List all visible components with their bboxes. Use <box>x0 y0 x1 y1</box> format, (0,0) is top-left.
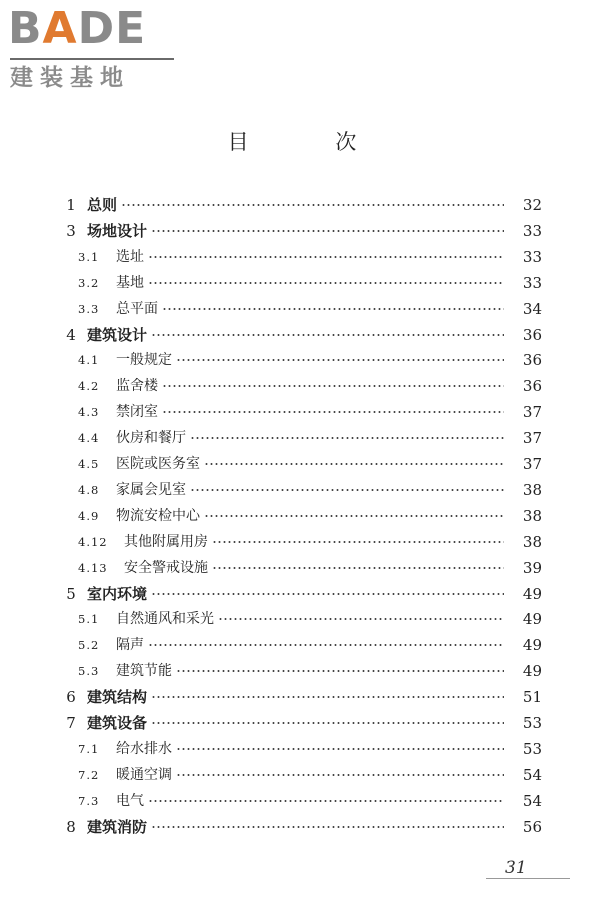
toc-section-entry[interactable] <box>0 606 600 632</box>
toc-entry-title: 伙房和餐厅 <box>116 430 186 447</box>
toc-entry-number: 4.12 <box>78 534 108 549</box>
toc-entry-title: 暖通空调 <box>116 766 172 783</box>
toc-entry-title: 建筑消防 <box>87 817 148 836</box>
toc-entry-number: 1 <box>66 196 76 214</box>
footer-divider <box>486 878 570 879</box>
logo-divider <box>10 58 174 60</box>
toc-section-entry[interactable] <box>0 762 600 788</box>
toc-entry-number: 8 <box>66 817 76 836</box>
toc-section-entry[interactable] <box>0 788 600 814</box>
toc-chapter-entry[interactable] <box>0 684 600 710</box>
toc-entry-page: 36 <box>522 351 542 370</box>
toc-entry-number: 7 <box>66 714 76 732</box>
dot-leader <box>212 567 504 569</box>
dot-leader <box>176 748 504 750</box>
toc-chapter-entry[interactable] <box>0 581 600 607</box>
toc-entry-number: 3 <box>66 221 76 240</box>
toc-entry-page: 51 <box>522 688 542 707</box>
toc-chapter-entry[interactable] <box>0 814 600 840</box>
toc-entry-title: 场地设计 <box>87 221 148 240</box>
toc-section-entry[interactable] <box>0 451 600 477</box>
toc-entry-title: 一般规定 <box>116 352 172 369</box>
bade-logo <box>8 4 178 90</box>
dot-leader <box>190 437 504 439</box>
toc-entry-page: 33 <box>522 221 542 240</box>
toc-entry-page: 33 <box>522 273 542 292</box>
toc-entry-page: 38 <box>522 480 542 499</box>
dot-leader <box>176 359 504 361</box>
toc-section-entry[interactable] <box>0 658 600 684</box>
toc-section-entry[interactable] <box>0 270 600 296</box>
toc-entry-title: 总平面 <box>116 300 158 317</box>
dot-leader <box>204 463 504 465</box>
toc-entry-page: 36 <box>522 377 542 396</box>
logo-accent-letter: A <box>42 3 78 54</box>
dot-leader <box>162 308 504 310</box>
toc-section-entry[interactable] <box>0 244 600 270</box>
toc-entry-page: 37 <box>522 429 542 448</box>
toc-entry-title: 禁闭室 <box>116 404 158 421</box>
toc-entry-number: 4 <box>66 325 76 344</box>
dot-leader <box>151 722 504 724</box>
toc-entry-title: 建筑节能 <box>116 663 172 680</box>
toc-entry-page: 49 <box>522 636 542 655</box>
toc-section-entry[interactable] <box>0 399 600 425</box>
toc-entry-number: 4.1 <box>78 353 100 368</box>
dot-leader <box>204 515 504 517</box>
toc-entry-page: 33 <box>522 247 542 266</box>
toc-entry-number: 5.3 <box>78 664 100 679</box>
toc-entry-number: 4.3 <box>78 405 100 420</box>
toc-entry-number: 3.1 <box>78 249 100 264</box>
toc-entry-title: 基地 <box>116 274 144 291</box>
toc-entry-page: 49 <box>522 662 542 681</box>
toc-chapter-entry[interactable] <box>0 322 600 348</box>
toc-entry-number: 4.2 <box>78 379 100 394</box>
page-title: 目 次 <box>227 130 397 154</box>
dot-leader <box>148 800 504 802</box>
toc-entry-title: 总则 <box>87 196 118 214</box>
toc-entry-page: 36 <box>522 325 542 344</box>
toc-section-entry[interactable] <box>0 477 600 503</box>
toc-entry-title: 隔声 <box>116 637 144 654</box>
dot-leader <box>176 670 504 672</box>
toc-section-entry[interactable] <box>0 347 600 373</box>
toc-section-entry[interactable] <box>0 555 600 581</box>
logo-wordmark: BADE <box>8 3 147 54</box>
dot-leader <box>162 411 504 413</box>
toc-entry-number: 4.8 <box>78 482 100 497</box>
toc-entry-title: 其他附属用房 <box>124 533 208 550</box>
toc-entry-title: 建筑结构 <box>87 688 148 707</box>
toc-section-entry[interactable] <box>0 373 600 399</box>
toc-entry-page: 56 <box>522 817 542 836</box>
toc-entry-page: 49 <box>522 584 542 603</box>
logo-subtitle: 建装基地 <box>10 65 130 91</box>
dot-leader <box>212 541 504 543</box>
toc-entry-title: 建筑设备 <box>87 714 148 732</box>
toc-entry-title: 建筑设计 <box>87 325 148 344</box>
toc-entry-title: 电气 <box>116 792 144 809</box>
toc-entry-page: 54 <box>522 791 542 810</box>
dot-leader <box>151 696 504 698</box>
toc-entry-number: 7.2 <box>78 767 100 782</box>
toc-entry-title: 室内环境 <box>87 584 148 603</box>
toc-entry-page: 53 <box>522 739 542 758</box>
toc-section-entry[interactable] <box>0 632 600 658</box>
toc-chapter-entry[interactable] <box>0 192 600 218</box>
toc-entry-page: 38 <box>522 532 542 551</box>
toc-entry-title: 家属会见室 <box>116 481 186 498</box>
toc-entry-number: 7.1 <box>78 741 100 756</box>
dot-leader <box>176 774 504 776</box>
toc-section-entry[interactable] <box>0 425 600 451</box>
dot-leader <box>121 204 504 206</box>
toc-entry-number: 4.5 <box>78 457 100 471</box>
toc-entry-page: 38 <box>522 506 542 525</box>
toc-section-entry[interactable] <box>0 296 600 322</box>
toc-entry-number: 4.9 <box>78 508 100 523</box>
toc-entry-title: 选址 <box>116 248 144 265</box>
toc-entry-page: 54 <box>522 765 542 784</box>
toc-entry-title: 医院或医务室 <box>116 456 200 472</box>
toc-section-entry[interactable] <box>0 736 600 762</box>
toc-entry-page: 34 <box>522 299 542 318</box>
toc-entry-title: 安全警戒设施 <box>124 559 208 576</box>
toc-entry-number: 5 <box>66 584 76 603</box>
toc-entry-page: 37 <box>522 403 542 422</box>
page-number: 31 <box>505 858 527 878</box>
toc-entry-number: 6 <box>66 688 76 707</box>
toc-entry-title: 物流安检中心 <box>116 507 200 524</box>
toc-entry-number: 5.2 <box>78 638 100 653</box>
dot-leader <box>148 256 504 258</box>
toc-entry-number: 7.3 <box>78 793 100 808</box>
toc-entry-number: 3.2 <box>78 275 100 290</box>
dot-leader <box>218 618 504 620</box>
toc-entry-number: 4.13 <box>78 560 108 575</box>
toc-entry-title: 监舍楼 <box>116 378 158 395</box>
toc-entry-number: 3.3 <box>78 301 100 316</box>
toc-section-entry[interactable] <box>0 503 600 529</box>
toc-entry-page: 53 <box>522 714 542 732</box>
toc-entry-page: 49 <box>522 610 542 629</box>
dot-leader <box>151 593 504 595</box>
dot-leader <box>148 282 504 284</box>
toc-chapter-entry[interactable] <box>0 710 600 736</box>
dot-leader <box>148 644 504 646</box>
toc-entry-number: 4.4 <box>78 431 100 446</box>
dot-leader <box>190 489 504 491</box>
toc-entry-number: 5.1 <box>78 612 100 627</box>
toc-entry-title: 自然通风和采光 <box>116 611 214 628</box>
dot-leader <box>151 230 504 232</box>
toc-chapter-entry[interactable] <box>0 218 600 244</box>
toc-entry-page: 39 <box>522 558 542 577</box>
toc-section-entry[interactable] <box>0 529 600 555</box>
dot-leader <box>162 385 504 387</box>
toc-entry-title: 给水排水 <box>116 740 172 757</box>
dot-leader <box>151 334 504 336</box>
toc-entry-page: 37 <box>522 455 542 473</box>
dot-leader <box>151 826 504 828</box>
toc-entry-page: 32 <box>522 196 542 214</box>
